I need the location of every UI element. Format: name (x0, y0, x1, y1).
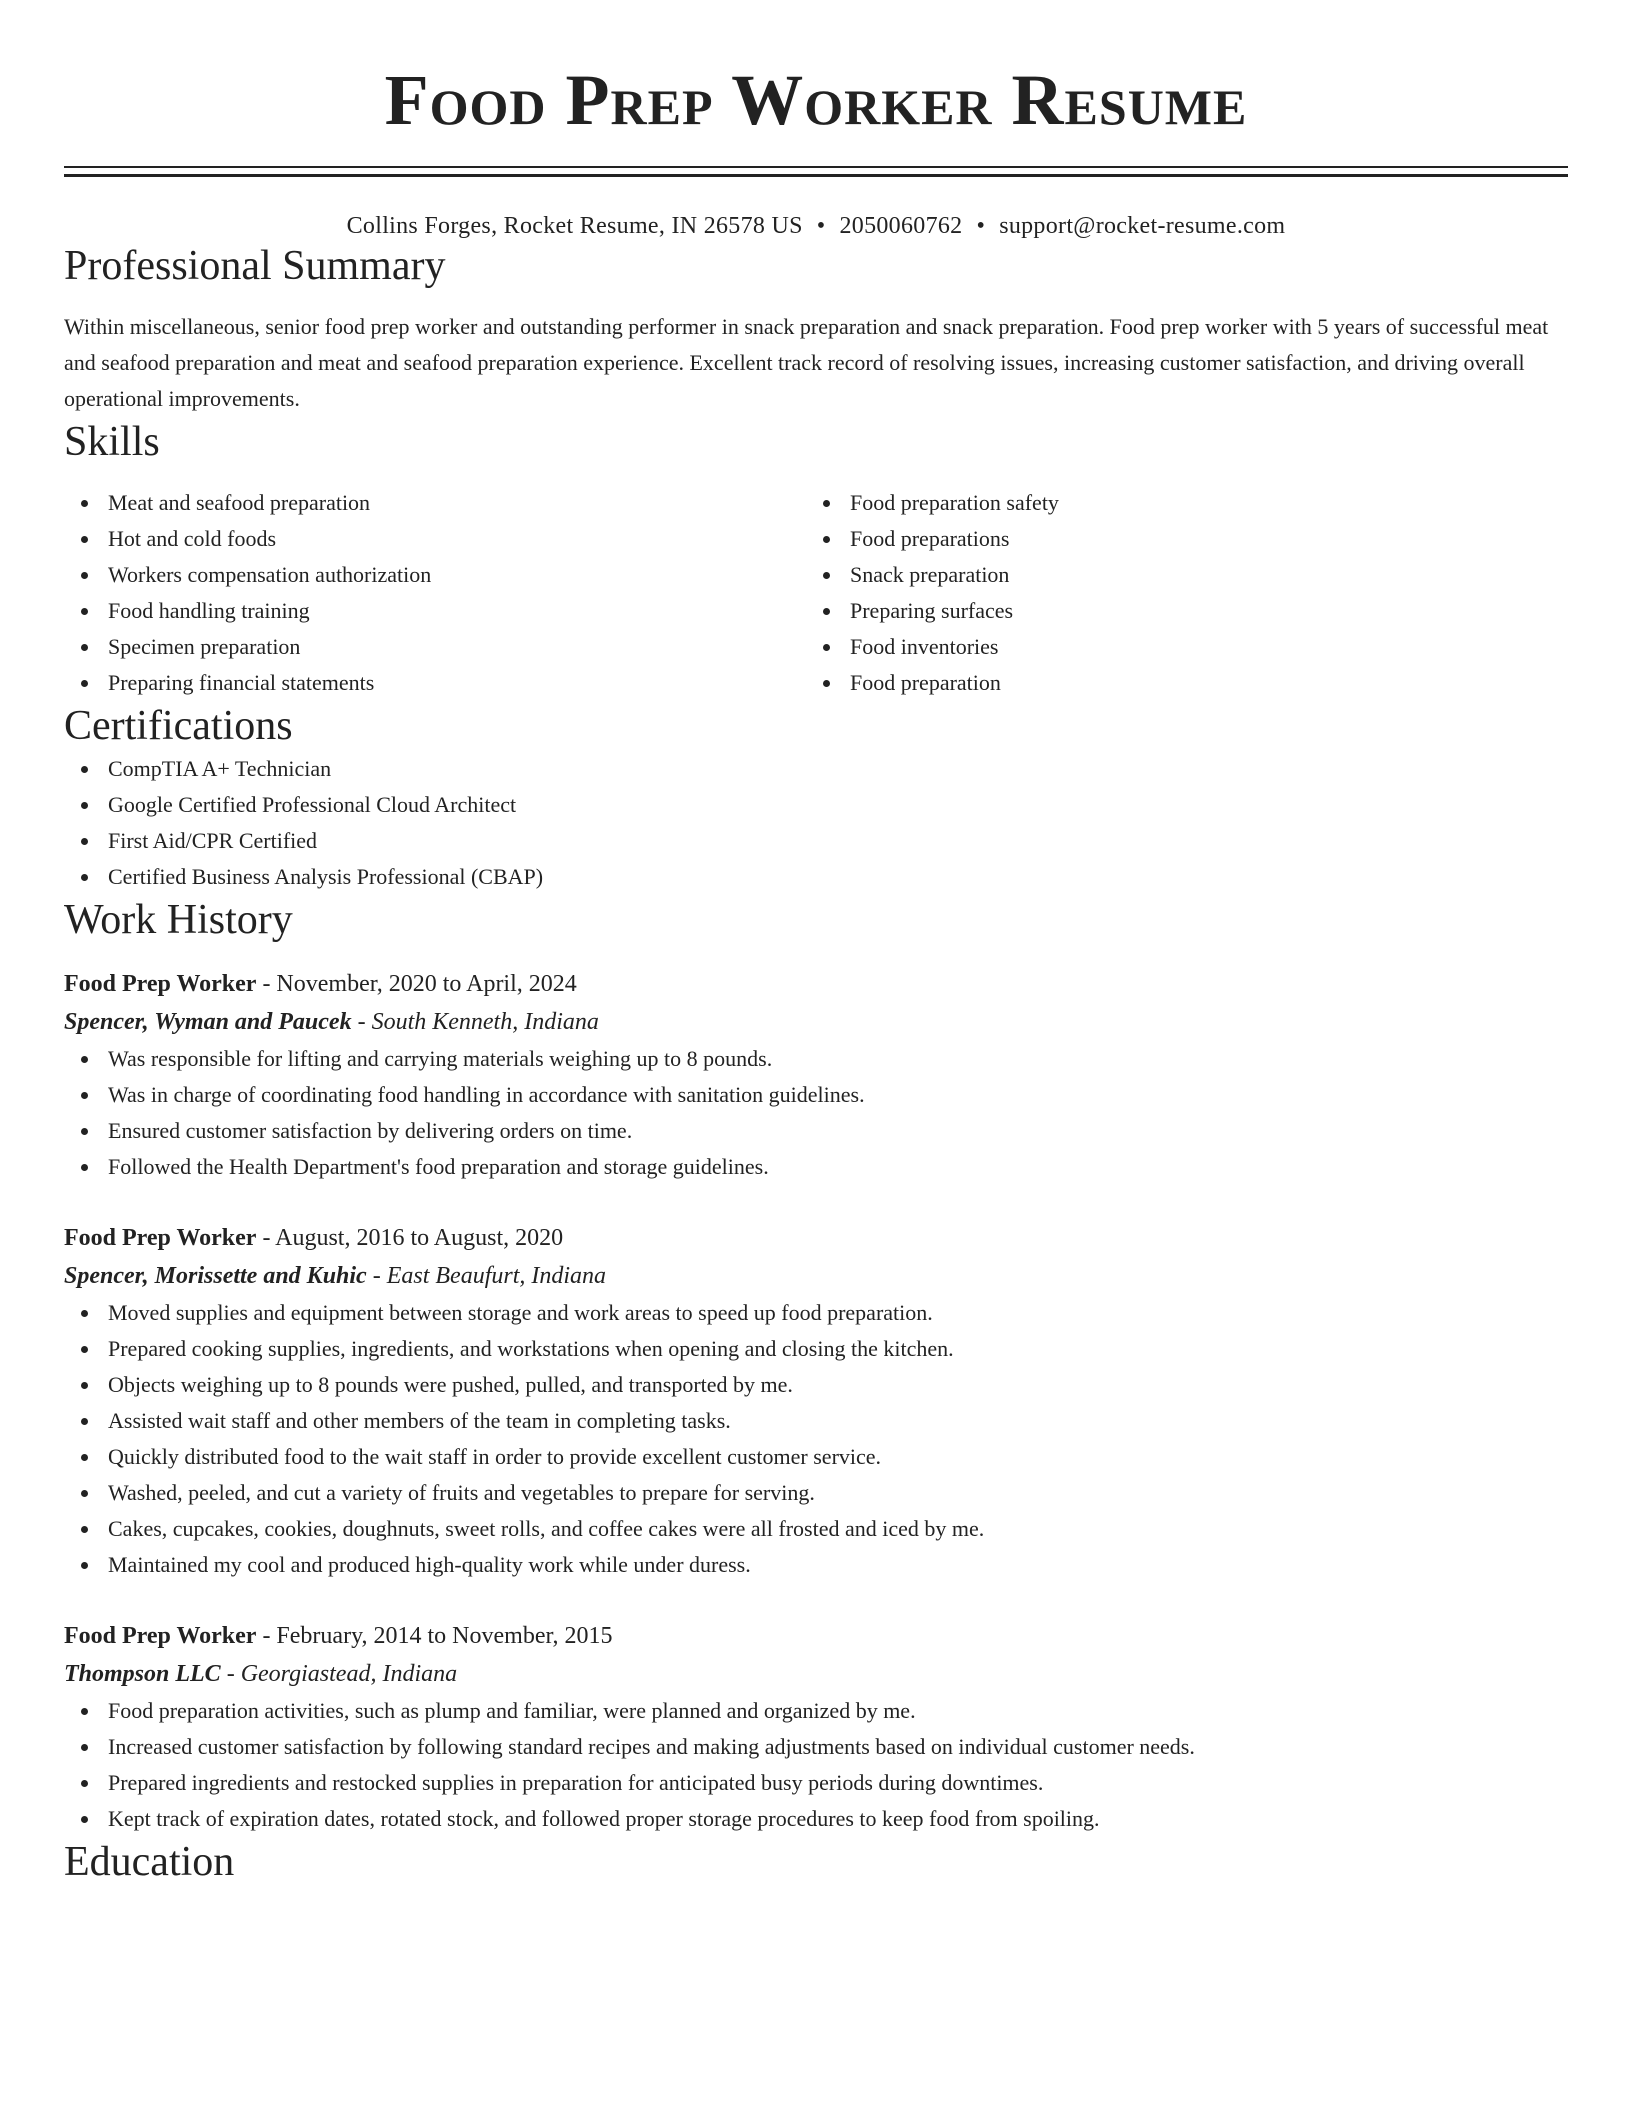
skills-column-right (806, 485, 1548, 701)
job-duty-item: Prepared ingredients and restocked supplies in preparation for anticipated busy periods during downtimes. (64, 1765, 1568, 1801)
job-header (64, 965, 1568, 1003)
certifications-list (64, 751, 1568, 895)
section-heading-education: Education (64, 1839, 235, 1885)
job-duty-item: Moved supplies and equipment between storage and work areas to speed up food preparation. (64, 1295, 1568, 1331)
skill-item: Specimen preparation (64, 629, 806, 665)
contact-email: support@rocket-resume.com (999, 213, 1286, 239)
job-duty-item: Quickly distributed food to the wait staff in order to provide excellent customer service. (64, 1439, 1568, 1475)
job-duty-item: Was responsible for lifting and carrying materials weighing up to 8 pounds. (64, 1041, 1568, 1077)
section-heading-summary: Professional Summary (64, 243, 446, 289)
section-heading-skills: Skills (64, 419, 160, 465)
job-dates: - November, 2020 to April, 2024 (256, 971, 577, 997)
job-header (64, 1219, 1568, 1257)
job-header (64, 1617, 1568, 1655)
section-heading-work-history: Work History (64, 897, 293, 943)
job-duty-item: Prepared cooking supplies, ingredients, and workstations when opening and closing the kitchen. (64, 1331, 1568, 1367)
job-duty-item: Assisted wait staff and other members of the team in completing tasks. (64, 1403, 1568, 1439)
job-duty-item: Cakes, cupcakes, cookies, doughnuts, sweet rolls, and coffee cakes were all frosted and iced by me. (64, 1511, 1568, 1547)
job-company-line (64, 1003, 1568, 1041)
skills-list-right (806, 485, 1548, 701)
job-duty-item: Objects weighing up to 8 pounds were pushed, pulled, and transported by me. (64, 1367, 1568, 1403)
contact-address: Collins Forges, Rocket Resume, IN 26578 US (346, 213, 803, 239)
job-duty-item: Food preparation activities, such as plump and familiar, were planned and organized by me. (64, 1693, 1568, 1729)
job-role: Food Prep Worker (64, 971, 257, 997)
title-rule-bottom (64, 174, 1568, 177)
job-duty-item: Washed, peeled, and cut a variety of fruits and vegetables to prepare for serving. (64, 1475, 1568, 1511)
contact-separator: • (976, 213, 986, 239)
skill-item: Preparing financial statements (64, 665, 806, 701)
job-location: - Georgiastead, Indiana (220, 1661, 458, 1687)
skill-item: Food preparation (806, 665, 1548, 701)
contact-line (64, 211, 1568, 241)
job-entry (64, 1219, 1568, 1583)
job-duty-item: Ensured customer satisfaction by delivering orders on time. (64, 1113, 1568, 1149)
title-rule-top (64, 166, 1568, 168)
job-location: - East Beaufurt, Indiana (366, 1263, 607, 1289)
job-company: Thompson LLC (64, 1661, 221, 1687)
contact-separator: • (816, 213, 826, 239)
job-entry (64, 1617, 1568, 1837)
job-role: Food Prep Worker (64, 1623, 257, 1649)
job-duties-list (64, 1295, 1568, 1583)
contact-phone: 2050060762 (839, 213, 963, 239)
job-dates: - August, 2016 to August, 2020 (256, 1225, 564, 1251)
skill-item: Preparing surfaces (806, 593, 1548, 629)
job-duty-item: Kept track of expiration dates, rotated stock, and followed proper storage procedures to keep food from spoiling. (64, 1801, 1568, 1837)
resume-title: Food Prep Worker Resume (384, 60, 1248, 140)
job-role: Food Prep Worker (64, 1225, 257, 1251)
job-company: Spencer, Morissette and Kuhic (64, 1263, 367, 1289)
certification-item: Google Certified Professional Cloud Architect (64, 787, 1568, 823)
job-duties-list (64, 1693, 1568, 1837)
job-duties-list (64, 1041, 1568, 1185)
job-location: - South Kenneth, Indiana (351, 1009, 599, 1035)
job-dates: - February, 2014 to November, 2015 (256, 1623, 613, 1649)
job-duty-item: Increased customer satisfaction by following standard recipes and making adjustments based on individual customer needs. (64, 1729, 1568, 1765)
summary-text: Within miscellaneous, senior food prep worker and outstanding performer in snack preparation and snack preparation. Food prep worker with 5 years of successful meat and seafood preparation and meat and seafood preparation experience. Excellent track record of resolving issues, increasing customer satisfaction, and driving overall operational improvements. (64, 314, 1549, 411)
certification-item: Certified Business Analysis Professional (CBAP) (64, 859, 1568, 895)
skill-item: Food inventories (806, 629, 1548, 665)
skill-item: Food preparation safety (806, 485, 1548, 521)
job-company: Spencer, Wyman and Paucek (64, 1009, 352, 1035)
skills-columns (64, 485, 1568, 701)
skills-column-left (64, 485, 806, 701)
certification-item: First Aid/CPR Certified (64, 823, 1568, 859)
job-entry (64, 965, 1568, 1185)
job-duty-item: Was in charge of coordinating food handling in accordance with sanitation guidelines. (64, 1077, 1568, 1113)
skill-item: Meat and seafood preparation (64, 485, 806, 521)
job-company-line (64, 1257, 1568, 1295)
skill-item: Food handling training (64, 593, 806, 629)
skills-list-left (64, 485, 806, 701)
skill-item: Food preparations (806, 521, 1548, 557)
section-heading-certifications: Certifications (64, 703, 293, 749)
skill-item: Snack preparation (806, 557, 1548, 593)
skill-item: Workers compensation authorization (64, 557, 806, 593)
job-duty-item: Followed the Health Department's food preparation and storage guidelines. (64, 1149, 1568, 1185)
certification-item: CompTIA A+ Technician (64, 751, 1568, 787)
job-duty-item: Maintained my cool and produced high-quality work while under duress. (64, 1547, 1568, 1583)
skill-item: Hot and cold foods (64, 521, 806, 557)
job-company-line (64, 1655, 1568, 1693)
